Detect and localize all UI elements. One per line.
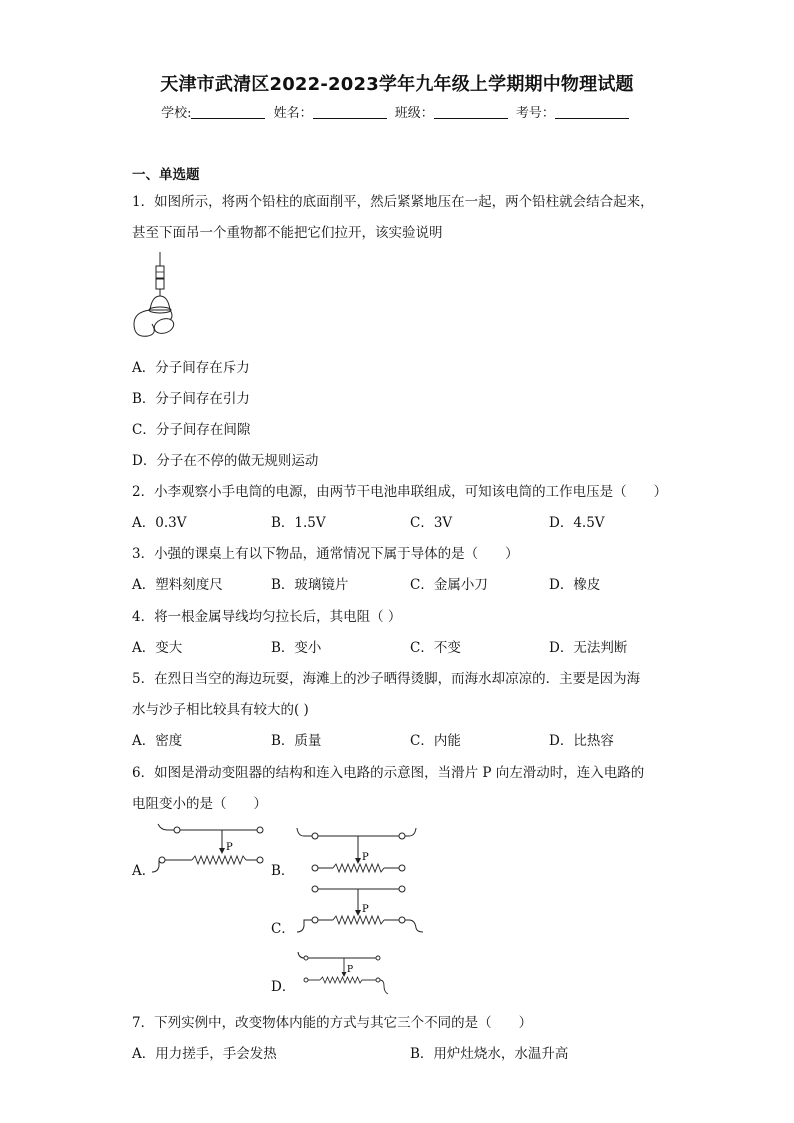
q7-option-b: B．用炉灶烧水，水温升高: [410, 1046, 569, 1062]
school-label: 学校:: [161, 106, 192, 121]
q1-option-c: C．分子间存在间隙: [132, 422, 251, 438]
q6-option-a-letter: A．: [132, 863, 156, 879]
q6-option-c-letter: C．: [271, 921, 295, 937]
q5-text-line1: 5．在烈日当空的海边玩耍，海滩上的沙子晒得烫脚，而海水却凉凉的．主要是因为海: [132, 671, 641, 687]
q1-option-d: D．分子在不停的做无规则运动: [132, 453, 319, 469]
slider-p-label-a: P: [226, 842, 233, 853]
q6-text-line1: 6．如图是滑动变阻器的结构和连入电路的示意图，当滑片 P 向左滑动时，连入电路的: [132, 765, 645, 781]
q5-option-d: D．比热容: [549, 733, 614, 749]
q5-option-a: A．密度: [132, 733, 183, 749]
q4-option-b: B．变小: [271, 640, 322, 656]
q5-option-b: B．质量: [271, 733, 322, 749]
slider-p-label-d: P: [347, 965, 354, 975]
rheostat-diagram-c: [295, 884, 425, 936]
name-label: 姓名：: [273, 106, 313, 121]
q4-option-a: A．变大: [132, 640, 183, 656]
q3-text: 3．小强的课桌上有以下物品，通常情况下属于导体的是（ ）: [132, 546, 519, 562]
q7-text: 7．下列实例中，改变物体内能的方式与其它三个不同的是（ ）: [132, 1015, 533, 1031]
name-blank: [313, 106, 387, 119]
q3-option-a: A．塑料刻度尺: [132, 577, 223, 593]
q3-option-b: B．玻璃镜片: [271, 577, 349, 593]
q3-option-c: C．金属小刀: [410, 577, 488, 593]
rheostat-diagram-d: [292, 950, 392, 998]
student-info-line: [0, 102, 794, 121]
q6-option-b-letter: B．: [271, 863, 295, 879]
q6-option-d-letter: D．: [271, 979, 296, 995]
q2-option-c: C．3V: [410, 515, 453, 531]
section-heading: 一、单选题: [132, 167, 200, 183]
slider-p-label-b: P: [362, 852, 369, 863]
q1-text-line2: 甚至下面吊一个重物都不能把它们拉开，该实验说明: [132, 225, 443, 241]
class-blank: [434, 106, 508, 119]
exam-number-label: 考号：: [515, 106, 555, 121]
q1-text-line1: 1．如图所示，将两个铅柱的底面削平，然后紧紧地压在一起，两个铅柱就会结合起来，: [132, 194, 654, 210]
slider-p-label-c: P: [362, 904, 369, 915]
school-blank: [191, 106, 265, 119]
q1-option-a: A．分子间存在斥力: [132, 360, 250, 376]
q2-option-b: B．1.5V: [271, 515, 326, 531]
q5-text-line2: 水与沙子相比较具有较大的( ): [132, 702, 309, 718]
q2-option-d: D．4.5V: [549, 515, 605, 531]
q6-text-line2: 电阻变小的是（ ）: [132, 796, 267, 812]
q2-option-a: A．0.3V: [132, 515, 187, 531]
rheostat-diagram-b: [295, 826, 425, 878]
exam-number-blank: [555, 106, 629, 119]
q4-text: 4．将一根金属导线均匀拉长后，其电阻（ ）: [132, 609, 402, 625]
q3-option-d: D．橡皮: [549, 577, 601, 593]
class-label: 班级：: [394, 106, 434, 121]
q5-option-c: C．内能: [410, 733, 461, 749]
q4-option-d: D．无法判断: [549, 640, 628, 656]
rheostat-diagram-a: [150, 822, 270, 878]
q4-option-c: C．不变: [410, 640, 461, 656]
lead-cylinders-figure: [128, 252, 178, 346]
page-title: 天津市武清区2022-2023学年九年级上学期期中物理试题: [160, 74, 634, 95]
q1-option-b: B．分子间存在引力: [132, 391, 250, 407]
q2-text: 2．小李观察小手电筒的电源，由两节干电池串联组成，可知该电筒的工作电压是（ ）: [132, 484, 668, 500]
q7-option-a: A．用力搓手，手会发热: [132, 1046, 277, 1062]
